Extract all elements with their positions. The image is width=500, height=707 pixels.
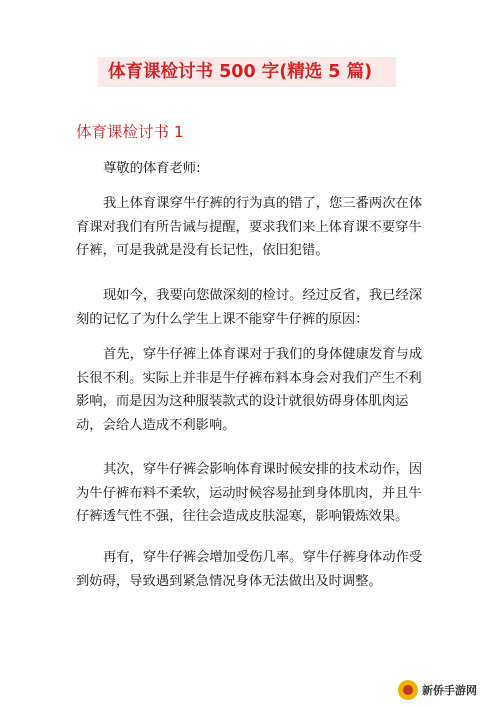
watermark-text: 新侨手游网 xyxy=(422,684,477,697)
paragraph-3: 首先，穿牛仔裤上体育课对于我们的身体健康发育与成长很不利。实际上并非是牛仔裤布料本身会对我们产生不利影响，而是因为这种服装款式的设计就很妨碍身体肌肉运动，会给人造成不利影响。 xyxy=(76,347,423,433)
watermark-logo xyxy=(398,678,477,702)
section-title: 体育课检讨书 1 xyxy=(76,123,184,141)
paragraph-5: 再有，穿牛仔裤会增加受伤几率。穿牛仔裤身体动作受到妨碍，导致遇到紧急情况身体无法做出及时调整。 xyxy=(76,550,423,589)
logo-icon xyxy=(398,680,418,700)
document-title: 体育课检讨书 500 字(精选 5 篇) xyxy=(98,57,396,87)
greeting-line: 尊敬的体育老师: xyxy=(103,161,201,176)
paragraph-4: 其次，穿牛仔裤会影响体育课时候安排的技术动作，因为牛仔裤布料不柔软，运动时候容易扯到身体肌肉，并且牛仔裤透气性不强，往往会造成皮肤湿寒，影响锻炼效果。 xyxy=(76,462,423,524)
paragraph-2: 现如今，我要向您做深刻的检讨。经过反省，我已经深刻的记忆了为什么学生上课不能穿牛仔裤的原因： xyxy=(76,288,423,327)
paragraph-1: 我上体育课穿牛仔裤的行为真的错了，您三番两次在体育课对我们有所告诫与提醒，要求我们来上体育课不要穿牛仔裤，可是我就是没有长记性，依旧犯错。 xyxy=(76,196,423,258)
